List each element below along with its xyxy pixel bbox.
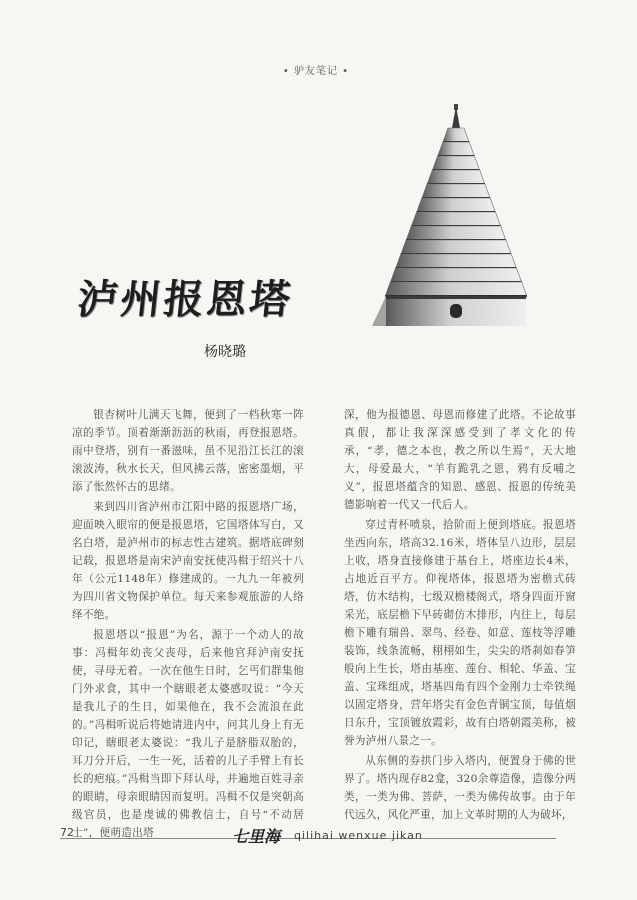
column-tag: • 驴友笔记 • [282, 66, 350, 77]
paragraph: 银杏树叶儿满天飞舞，便到了一档秋寒一阵凉的季节。顶着渐渐沥沥的秋雨，再登报恩塔。雨中登塔，别有一番滋味，虽不见沿江长江的滚滚波涛，秋水长天，但风拂云落，密密墨烟，平添了怅然怀古的思绪。 [72, 409, 304, 493]
magazine-logo: 七里海 [232, 827, 281, 846]
paragraph: 来到四川省泸州市江阳中路的报恩塔广场，迎面映入眼帘的便是报恩塔，它国塔体写白，又名白塔，是泸州市的标志性古建筑。据塔底碑刻记载，报恩塔是南宋泸南安抚使冯楫于绍兴十八年（公元1148年）修建成的。一九九一年被列为四川省文物保护单位。每天来参观旅游的人络绎不绝。 [72, 501, 304, 621]
magazine-pinyin: qilihai wenxue jikan [294, 829, 423, 842]
article-title: 泸州报恩塔 [75, 277, 296, 323]
paragraph: 深，他为报德恩、母恩而修建了此塔。不论故事真假，都让我深深感受到了孝文化的传承，“孝，德之本也，教之所以生焉”，天大地大，母爱最大，“羊有跪乳之恩，鸦有反哺之义”，报恩塔蕴含的知恩、感恩、报恩的传统美德影响着一代又一代后人。 [344, 409, 576, 511]
page-number: 72 [60, 826, 74, 839]
paragraph: 从东侧的券拱门步入塔内，便置身于佛的世界了。塔内现存82龛，320余尊造像，造像分两类，一类为佛、菩萨，一类为佛传故事。由于年代远久，风化严重，加上文革时期的人为破坏， [344, 755, 576, 821]
pagoda-photo [372, 104, 536, 326]
text-column-left [72, 406, 304, 842]
article-author: 杨晓璐 [204, 344, 246, 360]
text-column-right [344, 406, 576, 824]
paragraph: 穿过青杯喷泉，拾阶而上便到塔底。报恩塔坐西向东，塔高32.16米，塔体呈八边形，层层上收，塔身直接修建于基台上，塔座边长4米，占地近百平方。仰视塔体，报恩塔为密檐式砖塔，仿木结构，七级双檐楼阁式，塔身四面开窗采光，底层檐下早砖砌仿木排形，内往上，每层檐下雕有瑞兽、翠鸟、经卷、如意、莲枝等浮雕装饰，线条流畅，栩栩如生，尖尖的塔刹如春笋般向上生长，塔由基座、莲台、相轮、华盖、宝盖、宝珠组成，塔基四角有四个金刚力士牵铁绳以固定塔身，营年塔尖有金色青铜宝顶，每值烟日东升，宝顶镀放霞彩，故有白塔朝霞美称，被誉为泸州八景之一。 [344, 519, 576, 747]
paragraph: 报恩塔以“报恩”为名，源于一个动人的故事：冯楫年幼丧父丧母，后来他官拜泸南安抚使，寻母无着。一次在他生日时，乞丐们群集他门外求食，其中一个瞎眼老太婆感叹说：“今天是我儿子的生日，如果他在，我不会流浪在此的。”冯楫听说后将她请进内中，问其儿身上有无印记，瞎眼老太婆说：“我儿子是脐脂双胎的，耳刀分开后，一生一死，活着的儿子手臂上有长长的疤痕。”冯楫当即下拜认母，并遍地百姓寻亲的眼睛，母亲眼睛因而复明。冯楫不仅是突朝高级官员，也是虔诚的佛教信士，自号“不动居士”，便萌造出塔 [72, 629, 304, 839]
